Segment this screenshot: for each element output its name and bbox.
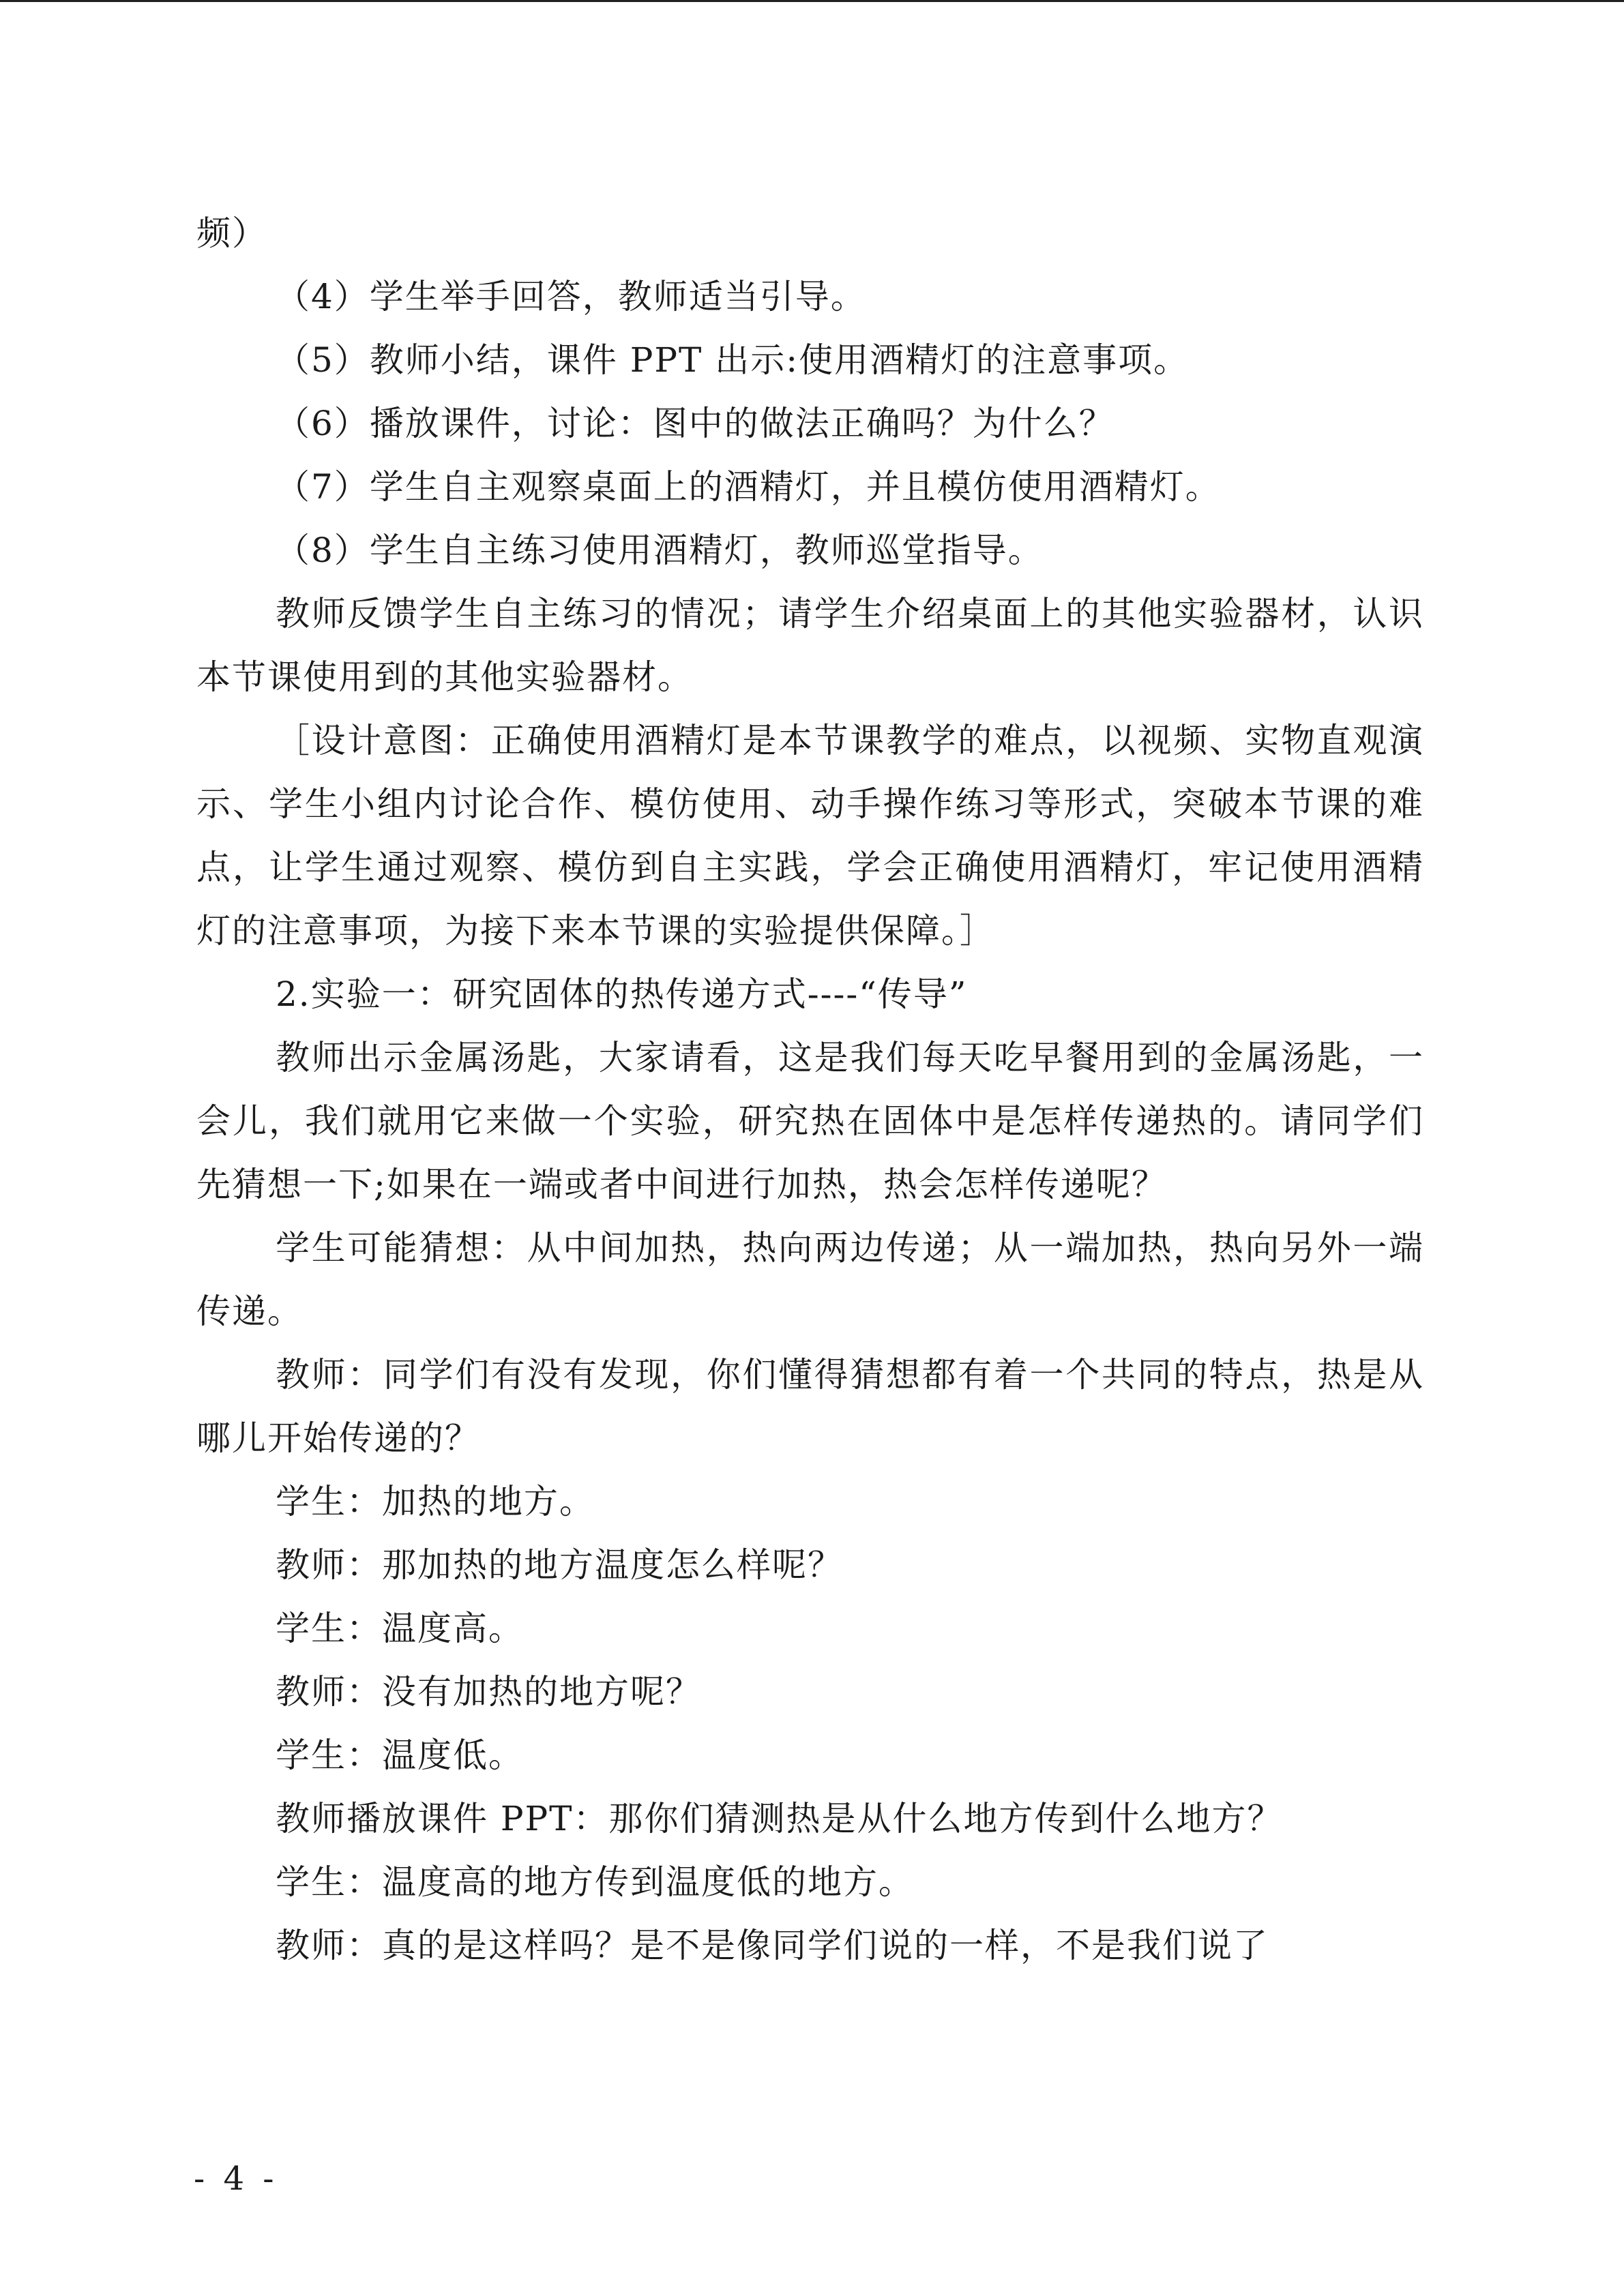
dialogue-line: 教师：真的是这样吗？是不是像同学们说的一样，不是我们说了 <box>276 1926 1269 1965</box>
dialogue-line: 教师：那加热的地方温度怎么样呢？ <box>276 1545 843 1585</box>
paragraph: 教师反馈学生自主练习的情况；请学生介绍桌面上的其他实验器材，认识本节课使用到的其他实验器材。 <box>196 594 1424 697</box>
paragraph: 教师：同学们有没有发现，你们懂得猜想都有着一个共同的特点，热是从哪儿开始传递的？ <box>196 1355 1424 1458</box>
paragraph: （7）学生自主观察桌面上的酒精灯，并且模仿使用酒精灯。 <box>276 467 1221 507</box>
paragraph: （4）学生举手回答，教师适当引导。 <box>276 277 866 316</box>
paragraph: 学生可能猜想：从中间加热，热向两边传递；从一端加热，热向另外一端传递。 <box>196 1228 1424 1331</box>
dialogue-line: 学生：温度高。 <box>276 1609 524 1648</box>
dialogue-line: 学生：温度高的地方传到温度低的地方。 <box>276 1862 914 1902</box>
paragraph: 频） <box>196 213 267 253</box>
document-body <box>196 202 1424 1978</box>
dialogue-line: 学生：加热的地方。 <box>276 1482 595 1521</box>
paragraph: （6）播放课件，讨论：图中的做法正确吗？为什么？ <box>276 404 1114 443</box>
paragraph: （8）学生自主练习使用酒精灯，教师巡堂指导。 <box>276 531 1044 570</box>
top-border-line <box>0 0 1624 2</box>
dialogue-line: 学生：温度低。 <box>276 1735 524 1775</box>
paragraph: （5）教师小结，课件 PPT 出示:使用酒精灯的注意事项。 <box>276 340 1190 380</box>
section-heading: 2.实验一：研究固体的热传递方式----“传导” <box>276 974 968 1014</box>
page-number: - 4 - <box>194 2160 278 2198</box>
design-intent-paragraph: ［设计意图：正确使用酒精灯是本节课教学的难点，以视频、实物直观演示、学生小组内讨论合作、模仿使用、动手操作练习等形式，突破本节课的难点，让学生通过观察、模仿到自主实践，学会正确使用酒精灯，牢记使用酒精灯的注意事项，为接下来本节课的实验提供保障。］ <box>196 721 1424 951</box>
dialogue-line: 教师播放课件 PPT：那你们猜测热是从什么地方传到什么地方？ <box>276 1799 1283 1838</box>
dialogue-line: 教师：没有加热的地方呢？ <box>276 1672 701 1712</box>
paragraph: 教师出示金属汤匙，大家请看，这是我们每天吃早餐用到的金属汤匙，一会儿，我们就用它来做一个实验，研究热在固体中是怎样传递热的。请同学们先猜想一下;如果在一端或者中间进行加热，热会怎样传递呢？ <box>196 1038 1424 1204</box>
